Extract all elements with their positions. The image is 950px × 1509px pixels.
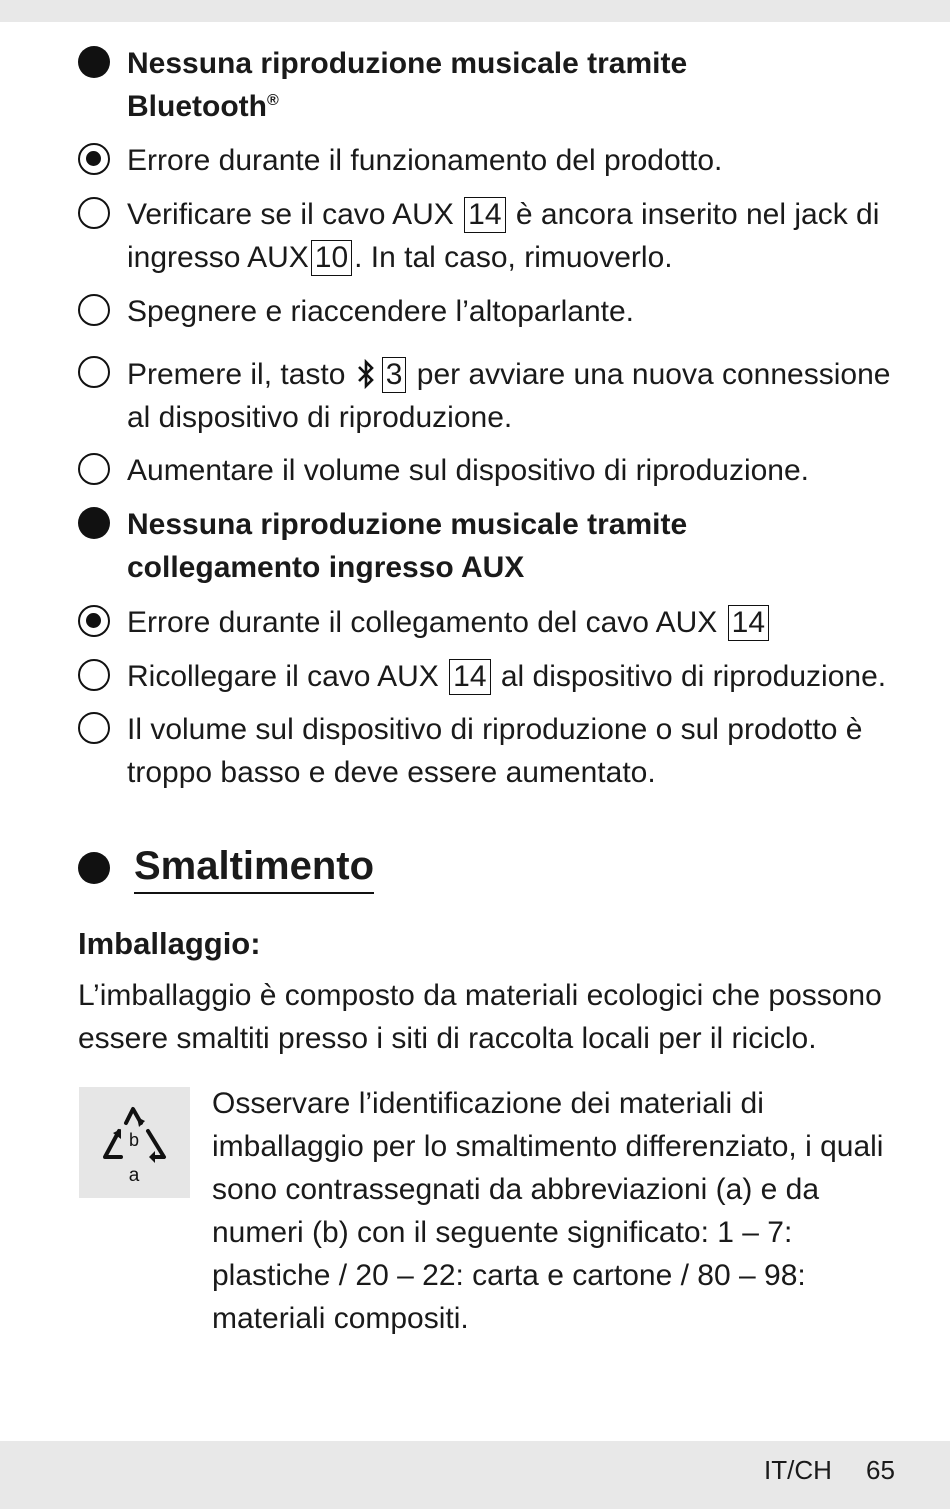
section1-title: Nessuna riproduzione musicale tramite Bluetooth® [127, 47, 688, 123]
cause-text: Errore durante il collegamento del cavo AUX 14 [127, 601, 918, 644]
disposal-heading: Smaltimento [134, 842, 374, 894]
step-text: Aumentare il volume sul dispositivo di riproduzione. [127, 454, 810, 487]
ref-number: 14 [728, 605, 769, 641]
recycle-triangle-icon [79, 1087, 190, 1198]
top-band [0, 0, 950, 22]
open-circle-icon [78, 197, 110, 229]
step-text: Verificare se il cavo AUX 14 è ancora inserito nel jack di ingresso AUX 10 . In tal caso, rimuoverlo. [127, 198, 880, 274]
footer-language: IT/CH [764, 1455, 832, 1485]
step-text: Premere il, tasto 3 per avviare una nuova connessione al dispositivo di riproduzione. [127, 352, 918, 439]
filled-circle-icon [78, 46, 110, 78]
target-circle-icon [78, 605, 110, 637]
packaging-subheading: Imballaggio: [78, 926, 261, 961]
packaging-paragraph: L’imballaggio è composto da materiali ecologici che possono essere smaltiti presso i siti di raccolta locali per il riciclo. [78, 979, 882, 1055]
step-text: Spegnere e riaccendere l’altoparlante. [127, 295, 634, 328]
cause-text: Errore durante il funzionamento del prodotto. [127, 144, 723, 177]
target-circle-icon [78, 143, 110, 175]
open-circle-icon [78, 712, 110, 744]
step-text: Ricollegare il cavo AUX 14 al dispositivo di riproduzione. [127, 660, 887, 693]
open-circle-icon [78, 356, 110, 388]
open-circle-icon [78, 659, 110, 691]
open-circle-icon [78, 294, 110, 326]
ref-number: 3 [382, 357, 407, 393]
page-number: 65 [866, 1455, 895, 1485]
recycle-b-label: b [128, 1130, 140, 1150]
section2-title: Nessuna riproduzione musicale tramite collegamento ingresso AUX [127, 508, 688, 584]
recycle-a-label: a [128, 1165, 140, 1186]
ref-number: 14 [464, 197, 505, 233]
ref-number: 10 [311, 240, 352, 276]
open-circle-icon [78, 453, 110, 485]
material-identification-paragraph: Osservare l’identificazione dei materiali di imballaggio per lo smaltimento differenziato, i quali sono contrassegnati da abbreviazioni (a) e da numeri (b) con il seguente significato: 1 – 7: plastiche / 20 – 22: carta e cartone / 80 – 98: materiali compositi. [212, 1087, 884, 1335]
bluetooth-icon [356, 352, 376, 395]
ref-number: 14 [449, 659, 490, 695]
step-text: Il volume sul dispositivo di riproduzione o sul prodotto è troppo basso e deve essere aumentato. [127, 713, 863, 789]
filled-circle-icon [78, 507, 110, 539]
filled-circle-icon [78, 852, 110, 884]
